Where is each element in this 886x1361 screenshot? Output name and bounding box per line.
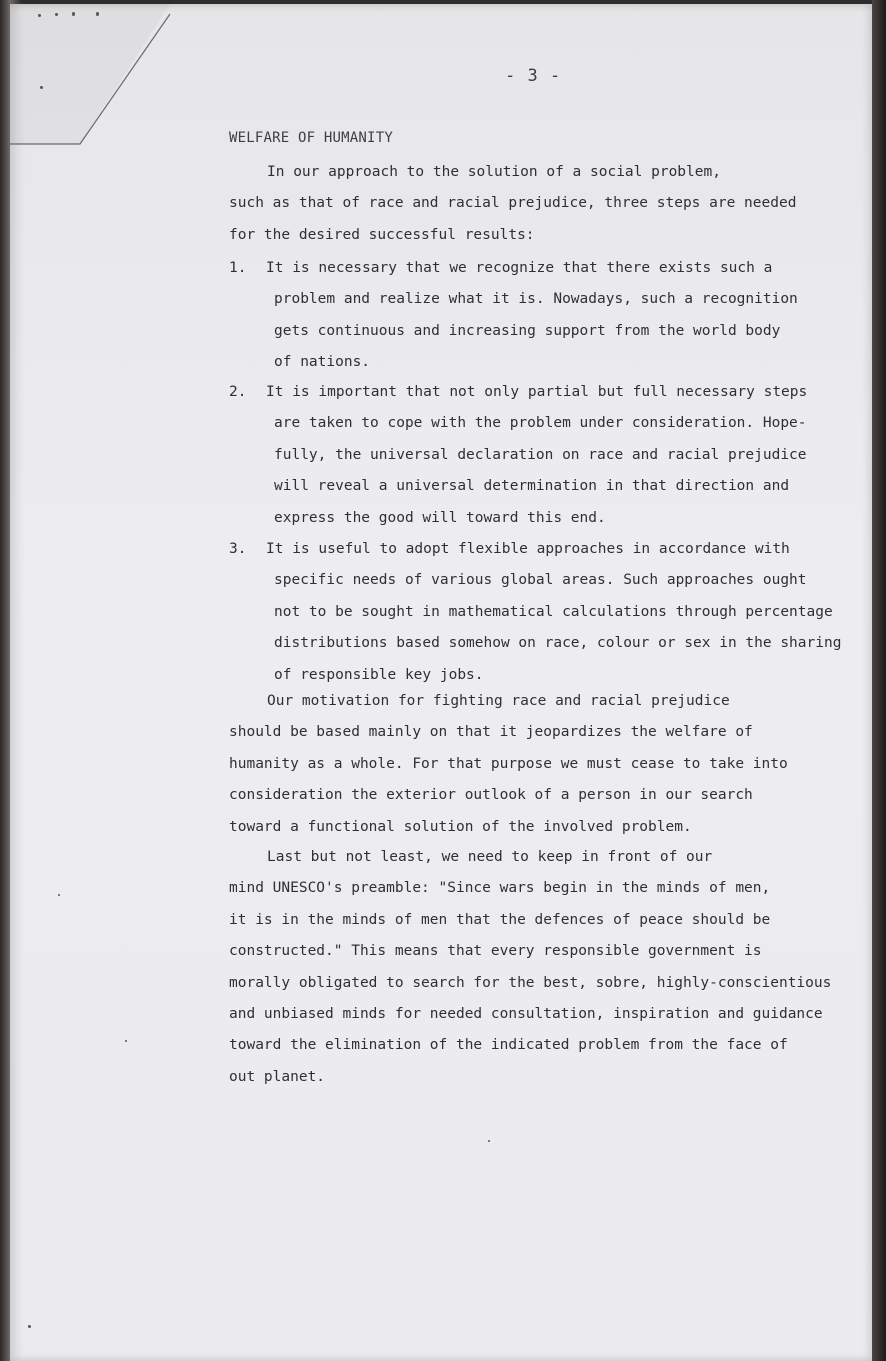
text-line: will reveal a universal determination in that direction and — [274, 478, 790, 495]
text-line: problem and realize what it is. Nowadays, such a recognition — [274, 291, 798, 308]
paragraph-motivation — [229, 686, 788, 843]
text-line: toward the elimination of the indicated problem from the face of — [229, 1037, 788, 1054]
text-line: In our approach to the solution of a social problem, — [267, 164, 721, 180]
text-line: should be based mainly on that it jeopardizes the welfare of — [229, 724, 753, 741]
text-line: express the good will toward this end. — [274, 509, 606, 526]
text-line: of responsible key jobs. — [274, 666, 484, 683]
text-line: of nations. — [274, 354, 371, 371]
text-line: It is necessary that we recognize that there exists such a — [266, 260, 773, 276]
list-number: 2. — [229, 384, 247, 400]
text-line: distributions based somehow on race, colour or sex in the sharing — [274, 635, 842, 652]
text-line: mind UNESCO's preamble: "Since wars begin in the minds of men, — [229, 880, 771, 897]
text-line: morally obligated to search for the best, sobre, highly-conscientious — [229, 974, 832, 991]
text-line: for the desired successful results: — [229, 226, 535, 243]
text-line: constructed." This means that every responsible government is — [229, 943, 762, 960]
intro-paragraph — [229, 157, 796, 251]
text-line: out planet. — [229, 1068, 326, 1085]
text-line: not to be sought in mathematical calculations through percentage — [274, 603, 833, 620]
text-line: specific needs of various global areas. Such approaches ought — [274, 572, 807, 589]
text-line: Last but not least, we need to keep in front of our — [267, 849, 713, 865]
text-line: It is important that not only partial but full necessary steps — [266, 384, 808, 400]
text-line: toward a functional solution of the involved problem. — [229, 818, 692, 835]
paragraph-unesco — [229, 842, 831, 1093]
text-line: it is in the minds of men that the defences of peace should be — [229, 911, 771, 928]
text-line: It is useful to adopt flexible approaches in accordance with — [266, 541, 790, 557]
list-number: 1. — [229, 260, 247, 276]
text-line: such as that of race and racial prejudice, three steps are needed — [229, 195, 797, 212]
text-line: Our motivation for fighting race and racial prejudice — [267, 693, 730, 709]
text-line: gets continuous and increasing support from the world body — [274, 322, 781, 339]
text-line: fully, the universal declaration on race and racial prejudice — [274, 446, 807, 463]
section-heading: WELFARE OF HUMANITY — [229, 130, 393, 146]
folded-corner — [10, 4, 210, 164]
text-line: are taken to cope with the problem under consideration. Hope- — [274, 415, 807, 432]
text-line: and unbiased minds for needed consultation, inspiration and guidance — [229, 1006, 823, 1023]
text-line: consideration the exterior outlook of a person in our search — [229, 787, 753, 804]
list-number: 3. — [229, 541, 247, 557]
text-line: humanity as a whole. For that purpose we must cease to take into — [229, 755, 788, 772]
page-number: - 3 - — [505, 66, 562, 86]
scan-edge — [872, 0, 886, 1361]
